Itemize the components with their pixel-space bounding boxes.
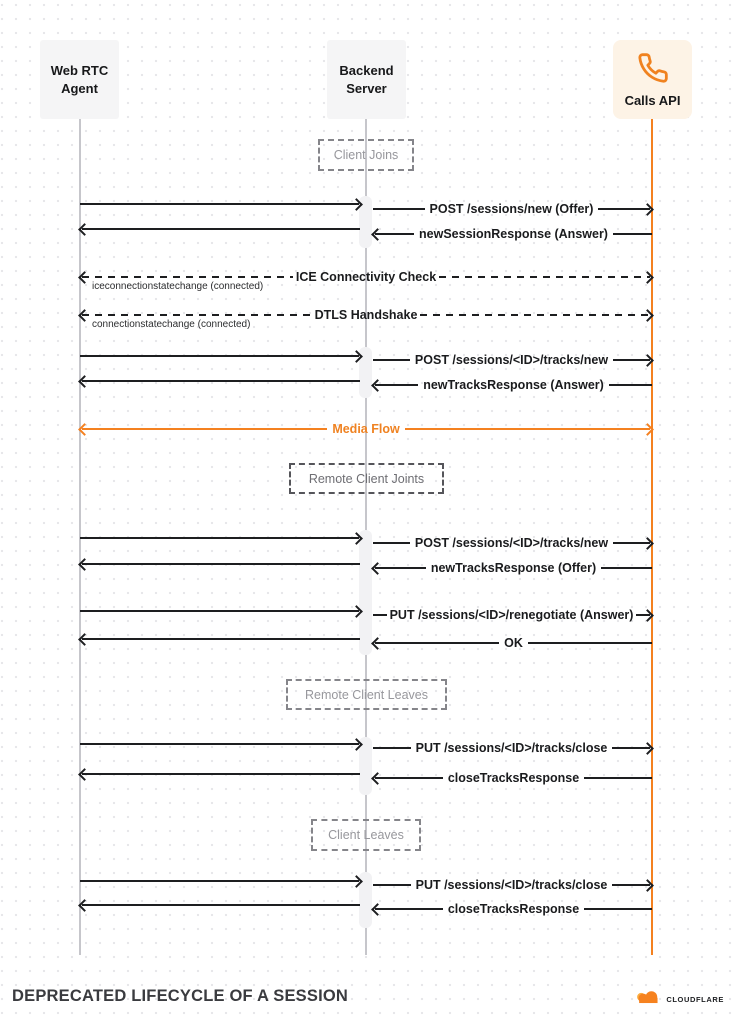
arrow-line xyxy=(528,642,652,644)
arrow-line xyxy=(375,908,443,910)
message-label: POST /sessions/<ID>/tracks/new xyxy=(414,535,609,550)
message-label: PUT /sessions/<ID>/tracks/close xyxy=(415,877,608,892)
message-label: PUT /sessions/<ID>/renegotiate (Answer) xyxy=(389,607,634,622)
arrow-line xyxy=(613,233,652,235)
actor-calls-label: Calls API xyxy=(624,93,681,109)
actor-backend-label: Backend Server xyxy=(339,62,394,96)
msg-put-renegotiate-left xyxy=(80,603,361,619)
msg-new-tracks-offer-left xyxy=(80,556,360,572)
arrow-line xyxy=(405,428,650,430)
msg-post-tracks-new2-left xyxy=(80,530,361,546)
arrowhead-right-icon xyxy=(350,532,363,545)
arrow-line xyxy=(80,203,359,205)
dashed-arrow-line xyxy=(82,276,293,278)
message-label: POST /sessions/new (Offer) xyxy=(429,201,594,216)
arrow-line xyxy=(373,359,410,361)
arrow-line xyxy=(82,563,360,565)
arrowhead-right-icon xyxy=(641,609,654,622)
arrow-line xyxy=(609,384,652,386)
arrowhead-right-icon xyxy=(350,738,363,751)
msg-post-tracks-new-right xyxy=(373,352,652,368)
msg-post-tracks-new2-right xyxy=(373,535,652,551)
arrowhead-right-icon xyxy=(641,537,654,550)
arrowhead-left-icon xyxy=(78,271,91,284)
msg-ok-right xyxy=(373,635,652,651)
arrowhead-right-icon xyxy=(350,875,363,888)
arrow-line xyxy=(82,380,360,382)
arrowhead-right-icon xyxy=(641,271,654,284)
arrow-line xyxy=(80,355,359,357)
arrow-line xyxy=(601,567,652,569)
msg-post-sessions-new-left xyxy=(80,196,361,212)
arrowhead-right-icon xyxy=(641,423,654,436)
msg-close-tracks2-right xyxy=(373,901,652,917)
actor-webrtc-label: Web RTC Agent xyxy=(50,62,109,96)
msg-media-flow xyxy=(80,421,652,437)
arrow-line xyxy=(373,208,425,210)
dashed-arrow-line xyxy=(420,314,650,316)
message-label: DTLS Handshake xyxy=(314,307,418,322)
arrow-line xyxy=(584,777,652,779)
group-remote-client-joins xyxy=(289,463,444,494)
msg-put-tracks-close-right xyxy=(373,740,652,756)
group-remote-client-leaves xyxy=(286,679,447,710)
arrowhead-left-icon xyxy=(78,423,91,436)
group-client-joins xyxy=(318,139,414,171)
message-label: closeTracksResponse xyxy=(447,770,580,785)
arrowhead-left-icon xyxy=(78,223,91,236)
arrowhead-left-icon xyxy=(78,768,91,781)
msg-put-tracks-close2-right xyxy=(373,877,652,893)
actor-backend-server xyxy=(327,40,406,119)
group-client-joins-label: Client Joins xyxy=(333,148,399,162)
arrowhead-left-icon xyxy=(371,562,384,575)
arrow-line xyxy=(80,610,359,612)
msg-ok-left xyxy=(80,631,360,647)
arrow-line xyxy=(82,638,360,640)
arrowhead-right-icon xyxy=(641,879,654,892)
arrowhead-left-icon xyxy=(78,375,91,388)
arrow-line xyxy=(80,743,359,745)
arrow-line xyxy=(375,642,499,644)
message-label: newTracksResponse (Answer) xyxy=(423,377,604,392)
msg-new-session-response-left xyxy=(80,221,360,237)
arrowhead-right-icon xyxy=(350,605,363,618)
arrow-line xyxy=(80,537,359,539)
arrowhead-left-icon xyxy=(371,637,384,650)
arrowhead-right-icon xyxy=(641,309,654,322)
msg-new-tracks-response-left xyxy=(80,373,360,389)
arrow-line xyxy=(82,773,360,775)
msg-dtls-subtext: connectionstatechange (connected) xyxy=(92,319,251,330)
message-label: PUT /sessions/<ID>/tracks/close xyxy=(415,740,608,755)
activation-bar xyxy=(359,530,372,655)
dashed-arrow-line xyxy=(439,276,650,278)
arrowhead-left-icon xyxy=(78,633,91,646)
msg-put-renegotiate-right xyxy=(373,607,652,623)
arrow-line xyxy=(373,884,411,886)
phone-icon xyxy=(637,52,669,89)
message-label: OK xyxy=(504,635,523,650)
msg-new-tracks-offer-right xyxy=(373,560,652,576)
msg-ice-subtext: iceconnectionstatechange (connected) xyxy=(92,281,264,292)
arrow-line xyxy=(82,228,360,230)
msg-put-tracks-close-left xyxy=(80,736,361,752)
arrowhead-right-icon xyxy=(350,198,363,211)
message-label: POST /sessions/<ID>/tracks/new xyxy=(414,352,609,367)
group-remote-client-leaves-label: Remote Client Leaves xyxy=(305,687,428,702)
actor-calls-api xyxy=(613,40,692,119)
msg-new-session-response-right xyxy=(373,226,652,242)
msg-put-tracks-close2-left xyxy=(80,873,361,889)
arrow-line xyxy=(375,777,443,779)
msg-new-tracks-response-right xyxy=(373,377,652,393)
page-title: DEPRECATED LIFECYCLE OF A SESSION xyxy=(12,987,349,1005)
msg-close-tracks-right xyxy=(373,770,652,786)
arrow-line xyxy=(80,880,359,882)
arrowhead-left-icon xyxy=(371,379,384,392)
arrowhead-left-icon xyxy=(371,903,384,916)
arrow-line xyxy=(82,904,360,906)
cloudflare-wordmark: CLOUDFLARE xyxy=(666,995,724,1004)
arrow-line xyxy=(373,614,387,616)
arrow-line xyxy=(82,428,327,430)
arrowhead-right-icon xyxy=(350,350,363,363)
arrowhead-right-icon xyxy=(641,354,654,367)
message-label: newTracksResponse (Offer) xyxy=(430,560,597,575)
arrow-line xyxy=(373,747,411,749)
message-label: ICE Connectivity Check xyxy=(295,269,437,284)
msg-close-tracks-left xyxy=(80,766,360,782)
arrowhead-right-icon xyxy=(641,742,654,755)
cloudflare-logo xyxy=(633,989,663,1010)
message-label: newSessionResponse (Answer) xyxy=(419,226,608,241)
group-remote-client-joins-label: Remote Client Joints xyxy=(308,471,425,486)
msg-close-tracks2-left xyxy=(80,897,360,913)
arrowhead-left-icon xyxy=(78,558,91,571)
message-label: Media Flow xyxy=(332,421,400,436)
cloudflare-brand xyxy=(633,989,724,1010)
group-client-leaves-label: Client Leaves xyxy=(328,828,404,842)
arrowhead-left-icon xyxy=(371,772,384,785)
arrow-line xyxy=(584,908,652,910)
actor-webrtc-agent xyxy=(40,40,119,119)
dashed-arrow-line xyxy=(82,314,312,316)
arrowhead-right-icon xyxy=(641,203,654,216)
msg-post-sessions-new-right xyxy=(373,201,652,217)
msg-post-tracks-new-left xyxy=(80,348,361,364)
arrowhead-left-icon xyxy=(371,228,384,241)
group-client-leaves xyxy=(311,819,421,851)
arrowhead-left-icon xyxy=(78,309,91,322)
message-label: closeTracksResponse xyxy=(447,901,580,916)
arrow-line xyxy=(373,542,410,544)
arrowhead-left-icon xyxy=(78,899,91,912)
